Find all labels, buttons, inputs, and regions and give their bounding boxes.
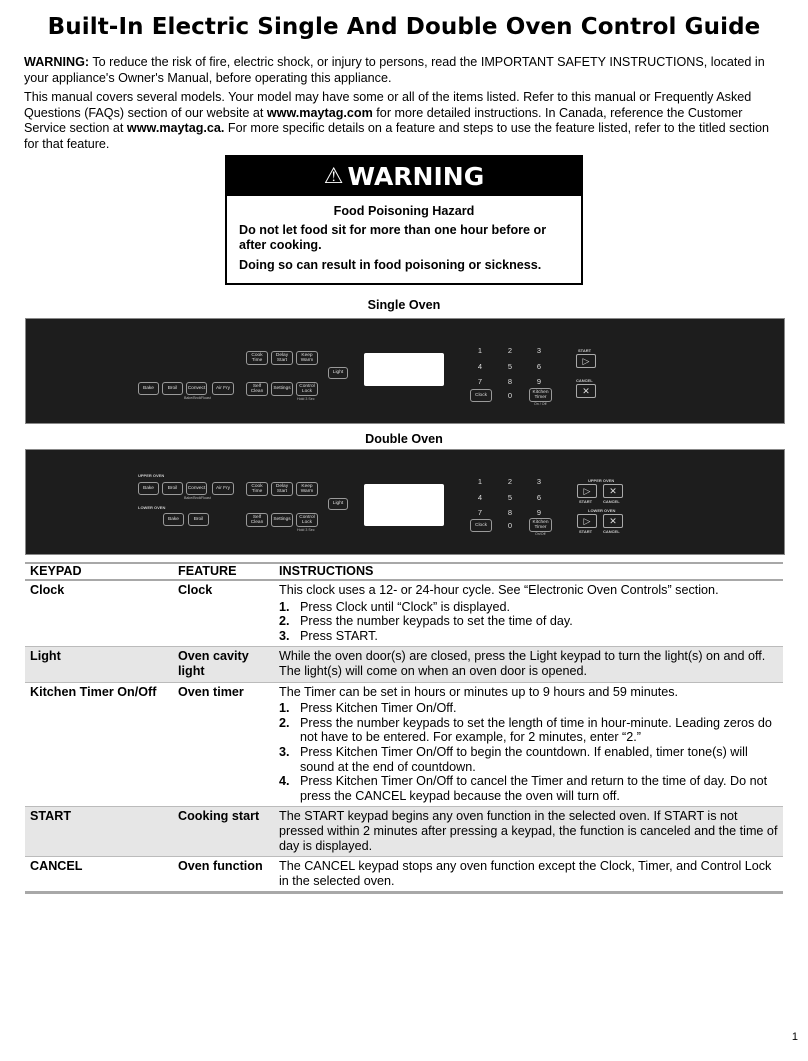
number-keypad-2[interactable]: 2 xyxy=(507,477,513,486)
cook-time-keypad[interactable]: Cook Time xyxy=(246,351,268,365)
step-text: Press START. xyxy=(300,628,378,643)
warning-text: To reduce the risk of fire, electric shock, or injury to persons, read the IMPORTANT SAFETY INSTRUCTIONS, located in your appliance's Owner's Manual, before operating this appliance. xyxy=(24,55,765,85)
delay-start-keypad[interactable]: Delay Start xyxy=(271,351,293,365)
row-instructions: The START keypad begins any oven function in the selected oven. If START is not pressed within 2 minutes after pressing a keypad, the function is canceled and the time of day is displayed. xyxy=(274,807,783,857)
header-keypad: KEYPAD xyxy=(25,563,173,580)
row-feature: Clock xyxy=(173,580,274,647)
row-instructions xyxy=(274,580,783,647)
self-clean-keypad[interactable]: Self Clean xyxy=(246,513,268,527)
kitchen-timer-keypad[interactable]: Kitchen Timer xyxy=(529,388,552,402)
maytag-ca-link[interactable]: www.maytag.ca. xyxy=(126,121,225,136)
air-fry-keypad[interactable]: Air Fry xyxy=(212,382,234,395)
keep-warm-keypad[interactable]: Keep Warm xyxy=(296,482,318,496)
row-keypad: CANCEL xyxy=(25,857,173,893)
hold-3-sec-sublabel: Hold 3 Sec xyxy=(297,528,315,532)
lower-oven-label-right: LOWER OVEN xyxy=(588,508,616,513)
scope-text-c: For more specific details on a feature and steps to use the feature listed, refer to the titled section for that feature. xyxy=(24,121,770,151)
self-clean-keypad[interactable]: Self Clean xyxy=(246,382,268,396)
step-list xyxy=(279,701,779,803)
double-oven-caption: Double Oven xyxy=(365,432,443,446)
single-oven-control-panel xyxy=(25,318,785,424)
row-keypad: Clock xyxy=(25,580,173,647)
warning-header xyxy=(227,157,581,196)
bake-keypad[interactable]: Bake xyxy=(138,382,159,395)
convect-keypad[interactable]: Convect xyxy=(186,382,207,395)
table-row-kitchen-timer xyxy=(25,682,783,807)
row-instructions xyxy=(274,682,783,807)
clock-keypad[interactable]: Clock xyxy=(470,389,492,402)
hazard-line-2: Doing so can result in food poisoning or sickness. xyxy=(239,258,542,272)
upper-oven-label-right: UPPER OVEN xyxy=(588,478,615,483)
number-keypad-7[interactable]: 7 xyxy=(477,377,483,386)
delay-start-keypad[interactable]: Delay Start xyxy=(271,482,293,496)
lower-oven-label: LOWER OVEN xyxy=(138,505,166,510)
upper-oven-label: UPPER OVEN xyxy=(138,473,165,478)
number-keypad-8[interactable]: 8 xyxy=(507,508,513,517)
upper-broil-keypad[interactable]: Broil xyxy=(162,482,183,495)
lower-start-play-icon[interactable]: ▷ xyxy=(577,514,597,528)
number-keypad-8[interactable]: 8 xyxy=(507,377,513,386)
control-lock-keypad[interactable]: Control Lock xyxy=(296,382,318,396)
light-keypad[interactable]: Light xyxy=(328,367,348,379)
number-keypad-3[interactable]: 3 xyxy=(536,477,542,486)
number-keypad-2[interactable]: 2 xyxy=(507,346,513,355)
hazard-title: Food Poisoning Hazard xyxy=(333,204,475,218)
clock-keypad[interactable]: Clock xyxy=(470,519,492,532)
step-list xyxy=(279,600,779,644)
double-oven-control-panel xyxy=(25,449,785,555)
on-off-sublabel: On/Off xyxy=(535,532,546,536)
number-keypad-6[interactable]: 6 xyxy=(536,493,542,502)
instruction-text: The Timer can be set in hours or minutes up to 9 hours and 59 minutes. xyxy=(279,684,679,699)
number-keypad-0[interactable]: 0 xyxy=(507,391,513,400)
number-keypad-5[interactable]: 5 xyxy=(507,362,513,371)
step-item: 1. Press Kitchen Timer On/Off. xyxy=(279,701,457,716)
step-text: Press Kitchen Timer On/Off to begin the countdown. If enabled, timer tone(s) will sound at the end of countdown. xyxy=(300,744,748,774)
number-keypad-1[interactable]: 1 xyxy=(477,477,483,486)
number-keypad-4[interactable]: 4 xyxy=(477,362,483,371)
number-keypad-6[interactable]: 6 xyxy=(536,362,542,371)
table-row-start xyxy=(25,807,783,857)
control-lock-keypad[interactable]: Control Lock xyxy=(296,513,318,527)
on-off-sublabel: On / Off xyxy=(534,402,547,406)
step-text: Press Kitchen Timer On/Off to cancel the Timer and return to the time of day. Do not press the CANCEL keypad because the oven will turn off. xyxy=(300,774,768,803)
number-keypad-7[interactable]: 7 xyxy=(477,508,483,517)
warning-label: WARNING: xyxy=(24,55,90,69)
header-feature: FEATURE xyxy=(173,563,274,580)
bake-broil-roast-sublabel: Bake/Broil/Roast xyxy=(184,396,211,400)
row-instructions: While the oven door(s) are closed, press the Light keypad to turn the light(s) on and off. The light(s) will come on when an oven door is opened. xyxy=(274,647,783,682)
row-instructions: The CANCEL keypad stops any oven function except the Clock, Timer, and Control Lock in the selected oven. xyxy=(274,857,783,893)
row-feature: Oven function xyxy=(173,857,274,893)
upper-cancel-x-icon[interactable]: ✕ xyxy=(603,484,623,498)
page-title: Built-In Electric Single And Double Oven Control Guide xyxy=(47,14,761,40)
upper-start-label: START xyxy=(579,499,593,504)
step-item: 4. Press Kitchen Timer On/Off to cancel the Timer and return to the time of day. Do not press the CANCEL keypad because the oven will turn off. xyxy=(279,774,779,803)
scope-text-b: for more detailed instructions. In Canada, reference the Customer Service section at xyxy=(24,105,743,136)
step-item: 3. Press Kitchen Timer On/Off to begin the countdown. If enabled, timer tone(s) will sound at the end of countdown. xyxy=(279,745,779,774)
bake-broil-roast-sublabel: Bake/Broil/Roast xyxy=(184,496,211,500)
broil-keypad[interactable]: Broil xyxy=(162,382,183,395)
upper-cancel-label: CANCEL xyxy=(603,499,620,504)
single-oven-caption: Single Oven xyxy=(367,298,441,312)
upper-air-fry-keypad[interactable]: Air Fry xyxy=(212,482,234,495)
kitchen-timer-keypad[interactable]: Kitchen Timer xyxy=(529,518,552,532)
row-keypad: Light xyxy=(25,647,173,682)
number-keypad-4[interactable]: 4 xyxy=(477,493,483,502)
food-poisoning-warning-box xyxy=(225,155,583,285)
settings-keypad[interactable]: Settings xyxy=(271,382,293,396)
step-item: 2. Press the number keypads to set the length of time in hour-minute. Leading zeros do not have to be entered. For example, for 2 minutes, enter “2.” xyxy=(279,716,779,745)
number-keypad-9[interactable]: 9 xyxy=(536,377,542,386)
manual-scope-paragraph xyxy=(24,90,784,152)
table-row-light xyxy=(25,647,783,682)
row-keypad: Kitchen Timer On/Off xyxy=(25,682,173,807)
oven-display xyxy=(364,353,444,386)
light-keypad[interactable]: Light xyxy=(328,498,348,510)
upper-convect-keypad[interactable]: Convect xyxy=(186,482,207,495)
maytag-com-link[interactable]: www.maytag.com xyxy=(266,105,373,120)
upper-start-play-icon[interactable]: ▷ xyxy=(577,484,597,498)
upper-bake-keypad[interactable]: Bake xyxy=(138,482,159,495)
lower-broil-keypad[interactable]: Broil xyxy=(188,513,209,526)
hazard-line-1: Do not let food sit for more than one hour before or after cooking. xyxy=(239,223,547,252)
keep-warm-keypad[interactable]: Keep Warm xyxy=(296,351,318,365)
step-item: 2. Press the number keypads to set the time of day. xyxy=(279,614,573,629)
instruction-text: This clock uses a 12- or 24-hour cycle. See “Electronic Oven Controls” section. xyxy=(279,583,719,597)
hold-3-sec-sublabel: Hold 3 Sec xyxy=(297,397,315,401)
warning-triangle-icon: ⚠ xyxy=(323,164,344,189)
lower-cancel-x-icon[interactable]: ✕ xyxy=(603,514,623,528)
step-text: Press Clock until “Clock” is displayed. xyxy=(300,599,510,614)
step-text: Press the number keypads to set the length of time in hour-minute. Leading zeros do not have to be entered. For example, for 2 minutes, enter “2.” xyxy=(300,715,772,745)
row-feature: Oven timer xyxy=(173,682,274,807)
table-row-clock xyxy=(25,580,783,647)
number-keypad-5[interactable]: 5 xyxy=(507,493,513,502)
page-number: 1 xyxy=(791,1031,798,1043)
keypad-feature-table xyxy=(25,562,783,894)
table-header-row xyxy=(25,563,783,580)
safety-warning-paragraph xyxy=(24,55,784,86)
scope-text-a: This manual covers several models. Your model may have some or all of the items listed. Refer to this manual or Frequently Asked Questions (FAQs) section of our website at xyxy=(24,90,752,120)
lower-bake-keypad[interactable]: Bake xyxy=(163,513,184,526)
row-feature: Cooking start xyxy=(173,807,274,857)
warning-header-text: WARNING xyxy=(347,162,485,191)
cancel-label: CANCEL xyxy=(576,378,593,383)
number-keypad-0[interactable]: 0 xyxy=(507,521,513,530)
start-label: START xyxy=(578,348,592,353)
start-play-icon[interactable]: ▷ xyxy=(576,354,596,368)
settings-keypad[interactable]: Settings xyxy=(271,513,293,527)
number-keypad-3[interactable]: 3 xyxy=(536,346,542,355)
step-text: Press Kitchen Timer On/Off. xyxy=(300,701,457,716)
step-item: 3. Press START. xyxy=(279,628,378,643)
header-instructions: INSTRUCTIONS xyxy=(274,563,783,580)
row-keypad: START xyxy=(25,807,173,857)
oven-display xyxy=(364,484,444,526)
cancel-x-icon[interactable]: ✕ xyxy=(576,384,596,398)
table-row-cancel xyxy=(25,857,783,893)
step-item: 1. Press Clock until “Clock” is displayed. xyxy=(279,599,510,614)
number-keypad-9[interactable]: 9 xyxy=(536,508,542,517)
step-text: Press the number keypads to set the time of day. xyxy=(300,614,573,629)
lower-start-label: START xyxy=(579,529,593,534)
number-keypad-1[interactable]: 1 xyxy=(477,346,483,355)
cook-time-keypad[interactable]: Cook Time xyxy=(246,482,268,496)
row-feature: Oven cavity light xyxy=(173,647,274,682)
lower-cancel-label: CANCEL xyxy=(603,529,620,534)
